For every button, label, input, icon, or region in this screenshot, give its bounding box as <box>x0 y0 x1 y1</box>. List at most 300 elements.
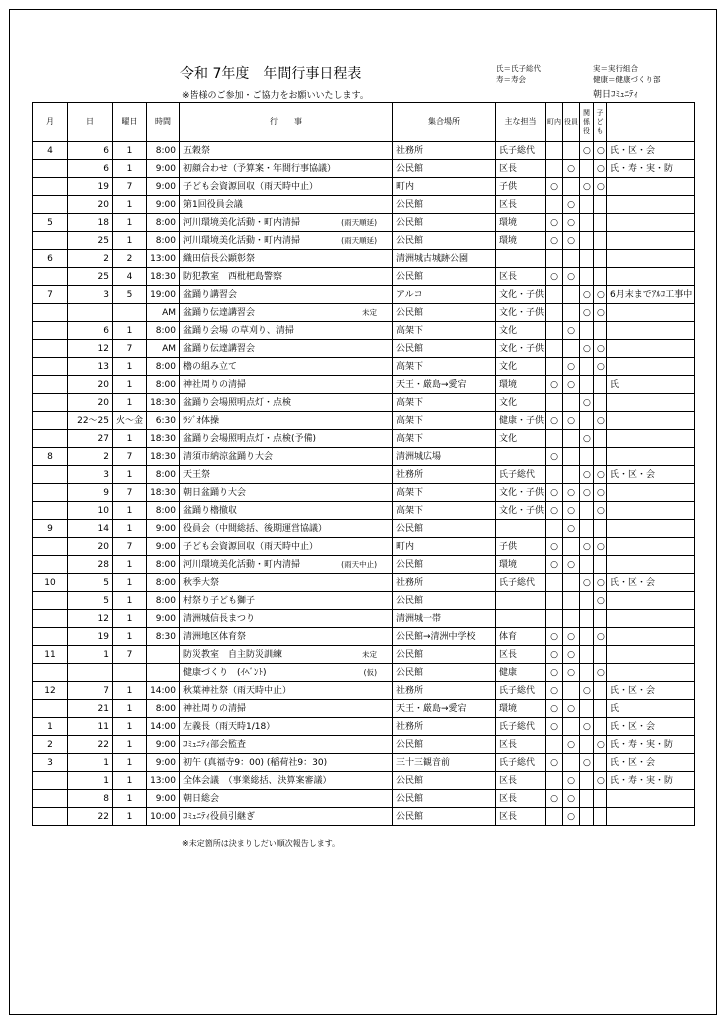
cell-yakuin-mark <box>563 538 580 556</box>
cell-tanto: 区長 <box>496 268 546 286</box>
event-note: (雨天中止) <box>341 559 377 569</box>
cell-kankeiyaku-mark <box>580 214 594 232</box>
cell-groups <box>607 520 695 538</box>
cell-event <box>180 142 393 160</box>
event-note: 未定 <box>362 307 377 317</box>
cell-day: 2 <box>68 448 113 466</box>
event-note <box>377 362 389 372</box>
cell-month: 12 <box>33 682 68 700</box>
cell-kodomo-mark <box>594 790 607 808</box>
event-title: 五穀祭 <box>183 145 211 156</box>
table-row <box>33 520 695 538</box>
cell-kodomo-mark <box>594 610 607 628</box>
event-note <box>377 254 389 264</box>
cell-groups: 氏・区・会 <box>607 718 695 736</box>
cell-kodomo-mark <box>594 196 607 214</box>
cell-yakuin-mark <box>563 394 580 412</box>
cell-month: 1 <box>33 718 68 736</box>
cell-kodomo-mark <box>594 322 607 340</box>
cell-kankeiyaku-mark <box>580 250 594 268</box>
cell-weekday: 7 <box>113 538 147 556</box>
cell-tanto: 氏子総代 <box>496 682 546 700</box>
cell-tanto <box>496 610 546 628</box>
event-title: 子ども会資源回収（雨天時中止） <box>183 181 319 192</box>
cell-time: 13:00 <box>147 772 180 790</box>
cell-place: 高架下 <box>393 358 496 376</box>
event-title: 盆踊り櫓撤収 <box>183 505 238 516</box>
cell-time: 8:00 <box>147 502 180 520</box>
cell-kankeiyaku-mark <box>580 376 594 394</box>
cell-chounai-mark <box>546 610 563 628</box>
cell-yakuin-mark: ○ <box>563 412 580 430</box>
cell-event <box>180 376 393 394</box>
cell-kankeiyaku-mark <box>580 790 594 808</box>
cell-month: 10 <box>33 574 68 592</box>
table-row <box>33 718 695 736</box>
cell-chounai-mark: ○ <box>546 502 563 520</box>
cell-tanto: 氏子総代 <box>496 718 546 736</box>
cell-kodomo-mark <box>594 448 607 466</box>
legend-ujiko: 氏＝氏子総代 <box>496 64 541 73</box>
cell-yakuin-mark: ○ <box>563 214 580 232</box>
cell-event <box>180 286 393 304</box>
cell-time: 10:00 <box>147 808 180 826</box>
footnote: ※未定箇所は決まりしだい順次報告します。 <box>182 839 341 848</box>
cell-weekday: 1 <box>113 466 147 484</box>
event-note <box>377 398 389 408</box>
table-row <box>33 538 695 556</box>
cell-yakuin-mark: ○ <box>563 628 580 646</box>
cell-groups <box>607 196 695 214</box>
cell-tanto: 氏子総代 <box>496 574 546 592</box>
cell-kodomo-mark: ○ <box>594 592 607 610</box>
cell-day: 21 <box>68 700 113 718</box>
cell-chounai-mark: ○ <box>546 232 563 250</box>
cell-day: 25 <box>68 268 113 286</box>
cell-time: 8:00 <box>147 322 180 340</box>
cell-kodomo-mark <box>594 214 607 232</box>
cell-kodomo-mark <box>594 700 607 718</box>
cell-place: 天王・厳島→愛宕 <box>393 700 496 718</box>
cell-chounai-mark: ○ <box>546 484 563 502</box>
cell-yakuin-mark: ○ <box>563 196 580 214</box>
event-note <box>377 740 389 750</box>
cell-place: 社務所 <box>393 574 496 592</box>
cell-tanto: 健康 <box>496 664 546 682</box>
cell-place: 町内 <box>393 538 496 556</box>
cell-event <box>180 340 393 358</box>
table-row <box>33 412 695 430</box>
cell-tanto: 子供 <box>496 538 546 556</box>
col-kankeiyaku: 関係役 <box>580 103 594 142</box>
col-groups <box>607 103 695 142</box>
cell-yakuin-mark <box>563 430 580 448</box>
cell-time: 8:00 <box>147 592 180 610</box>
cell-day: 1 <box>68 754 113 772</box>
cell-day: 3 <box>68 466 113 484</box>
event-title: 第1回役員会議 <box>183 199 243 210</box>
cell-groups: 氏 <box>607 376 695 394</box>
cell-groups <box>607 178 695 196</box>
cell-event <box>180 358 393 376</box>
cell-place: 高架下 <box>393 322 496 340</box>
cell-event <box>180 412 393 430</box>
cell-chounai-mark: ○ <box>546 214 563 232</box>
cell-groups <box>607 502 695 520</box>
cell-tanto: 区長 <box>496 646 546 664</box>
cell-time: 13:00 <box>147 250 180 268</box>
cell-weekday: 1 <box>113 772 147 790</box>
cell-time: 9:00 <box>147 196 180 214</box>
event-title: 天王祭 <box>183 469 211 480</box>
cell-day: 12 <box>68 340 113 358</box>
cell-kankeiyaku-mark <box>580 556 594 574</box>
cell-yakuin-mark: ○ <box>563 520 580 538</box>
cell-groups: 氏・区・会 <box>607 754 695 772</box>
cell-chounai-mark <box>546 250 563 268</box>
table-row <box>33 664 695 682</box>
cell-kankeiyaku-mark: ○ <box>580 394 594 412</box>
cell-month <box>33 430 68 448</box>
cell-groups <box>607 304 695 322</box>
cell-place: 公民館 <box>393 646 496 664</box>
table-row <box>33 178 695 196</box>
cell-tanto: 文化 <box>496 430 546 448</box>
cell-yakuin-mark <box>563 466 580 484</box>
cell-chounai-mark <box>546 574 563 592</box>
table-row <box>33 268 695 286</box>
cell-kankeiyaku-mark <box>580 592 594 610</box>
event-title: 役員会（中間総括、後期運営協議） <box>183 523 328 534</box>
cell-place: 高架下 <box>393 502 496 520</box>
table-row <box>33 232 695 250</box>
cell-kankeiyaku-mark <box>580 628 594 646</box>
col-month: 月 <box>33 103 68 142</box>
cell-month <box>33 358 68 376</box>
table-row <box>33 772 695 790</box>
cell-groups <box>607 412 695 430</box>
cell-event <box>180 646 393 664</box>
cell-event <box>180 268 393 286</box>
table-row <box>33 304 695 322</box>
cell-groups <box>607 448 695 466</box>
table-header-row <box>33 103 695 142</box>
cell-place: 町内 <box>393 178 496 196</box>
event-title: 秋季大祭 <box>183 577 220 588</box>
cell-kankeiyaku-mark <box>580 358 594 376</box>
cell-month <box>33 700 68 718</box>
cell-month <box>33 556 68 574</box>
event-note <box>377 524 389 534</box>
cell-chounai-mark: ○ <box>546 178 563 196</box>
cell-place: 社務所 <box>393 142 496 160</box>
cell-yakuin-mark <box>563 682 580 700</box>
cell-weekday: 1 <box>113 214 147 232</box>
cell-event <box>180 682 393 700</box>
cell-weekday: 1 <box>113 142 147 160</box>
cell-chounai-mark <box>546 322 563 340</box>
table-row <box>33 574 695 592</box>
cell-kankeiyaku-mark <box>580 736 594 754</box>
cell-chounai-mark <box>546 592 563 610</box>
cell-weekday: 7 <box>113 448 147 466</box>
cell-month <box>33 160 68 178</box>
cell-weekday: 1 <box>113 808 147 826</box>
event-note <box>377 722 389 732</box>
cell-groups <box>607 808 695 826</box>
cell-kankeiyaku-mark <box>580 412 594 430</box>
cell-kodomo-mark <box>594 268 607 286</box>
cell-time: 8:00 <box>147 700 180 718</box>
cell-groups <box>607 592 695 610</box>
cell-tanto: 氏子総代 <box>496 142 546 160</box>
cell-yakuin-mark: ○ <box>563 664 580 682</box>
event-note <box>377 704 389 714</box>
cell-kodomo-mark <box>594 376 607 394</box>
cell-weekday: 1 <box>113 322 147 340</box>
cell-day: 28 <box>68 556 113 574</box>
cell-groups: 氏・区・会 <box>607 682 695 700</box>
cell-month <box>33 502 68 520</box>
cell-chounai-mark: ○ <box>546 646 563 664</box>
cell-chounai-mark <box>546 430 563 448</box>
cell-kodomo-mark: ○ <box>594 286 607 304</box>
cell-time: 9:00 <box>147 520 180 538</box>
cell-month: 2 <box>33 736 68 754</box>
cell-groups: 6月末までｱﾙｺ工事中 <box>607 286 695 304</box>
cell-place: 公民館 <box>393 772 496 790</box>
event-title: 子ども会資源回収（雨天時中止） <box>183 541 319 552</box>
cell-tanto: 文化 <box>496 358 546 376</box>
cell-month <box>33 790 68 808</box>
col-time: 時間 <box>147 103 180 142</box>
cell-weekday: 1 <box>113 736 147 754</box>
cell-event <box>180 718 393 736</box>
cell-tanto: 環境 <box>496 214 546 232</box>
cell-tanto <box>496 448 546 466</box>
event-title: 初午 (真福寺9：00) (稲荷社9：30) <box>183 757 328 768</box>
cell-time <box>147 664 180 682</box>
cell-event <box>180 304 393 322</box>
cell-month <box>33 466 68 484</box>
cell-time: 8:00 <box>147 214 180 232</box>
cell-event <box>180 628 393 646</box>
cell-kankeiyaku-mark: ○ <box>580 340 594 358</box>
page-title: 令和 7年度 年間行事日程表 <box>180 66 362 82</box>
cell-weekday: 4 <box>113 268 147 286</box>
cell-tanto: 環境 <box>496 376 546 394</box>
event-note <box>377 686 389 696</box>
cell-chounai-mark: ○ <box>546 664 563 682</box>
cell-yakuin-mark: ○ <box>563 808 580 826</box>
cell-kankeiyaku-mark <box>580 808 594 826</box>
event-note: 未定 <box>362 649 377 659</box>
cell-kankeiyaku-mark <box>580 700 594 718</box>
cell-kodomo-mark <box>594 556 607 574</box>
event-note: (雨天順延) <box>341 235 377 245</box>
cell-place: 公民館 <box>393 304 496 322</box>
cell-kankeiyaku-mark <box>580 664 594 682</box>
table-row <box>33 394 695 412</box>
event-title: 全体会議 （事業総括、決算案審議） <box>183 775 332 786</box>
event-note <box>377 272 389 282</box>
cell-event <box>180 538 393 556</box>
cell-kodomo-mark: ○ <box>594 466 607 484</box>
cell-day: 27 <box>68 430 113 448</box>
event-note <box>377 182 389 192</box>
cell-yakuin-mark: ○ <box>563 376 580 394</box>
event-note <box>377 452 389 462</box>
event-title: 清須市納涼盆踊り大会 <box>183 451 274 462</box>
cell-event <box>180 610 393 628</box>
event-note <box>377 470 389 480</box>
event-title: 盆踊り講習会 <box>183 289 238 300</box>
cell-day: 22～25 <box>68 412 113 430</box>
cell-weekday: 1 <box>113 574 147 592</box>
cell-day: 18 <box>68 214 113 232</box>
event-note <box>377 146 389 156</box>
cell-time: 9:00 <box>147 538 180 556</box>
cell-day: 10 <box>68 502 113 520</box>
cell-groups: 氏 <box>607 700 695 718</box>
table-row <box>33 448 695 466</box>
cell-tanto: 区長 <box>496 808 546 826</box>
cell-day: 1 <box>68 646 113 664</box>
cell-kankeiyaku-mark: ○ <box>580 682 594 700</box>
cell-month: 5 <box>33 214 68 232</box>
event-note <box>377 578 389 588</box>
cell-event <box>180 448 393 466</box>
cell-kodomo-mark: ○ <box>594 160 607 178</box>
cell-yakuin-mark <box>563 142 580 160</box>
cell-kodomo-mark: ○ <box>594 178 607 196</box>
cell-weekday: 5 <box>113 286 147 304</box>
cell-day: 22 <box>68 808 113 826</box>
cell-day: 5 <box>68 574 113 592</box>
cell-time: 18:30 <box>147 268 180 286</box>
cell-kankeiyaku-mark: ○ <box>580 430 594 448</box>
cell-tanto: 文化・子供 <box>496 304 546 322</box>
cell-place: 公民館 <box>393 556 496 574</box>
cell-weekday: 7 <box>113 340 147 358</box>
col-yakuin: 役員 <box>563 103 580 142</box>
cell-month <box>33 592 68 610</box>
event-title: 村祭り子ども獅子 <box>183 595 256 606</box>
cell-tanto: 健康・子供 <box>496 412 546 430</box>
cell-day: 6 <box>68 142 113 160</box>
cell-kodomo-mark <box>594 430 607 448</box>
table-row <box>33 322 695 340</box>
cell-place: 高架下 <box>393 394 496 412</box>
cell-tanto: 区長 <box>496 196 546 214</box>
cell-weekday: 1 <box>113 790 147 808</box>
cell-event <box>180 790 393 808</box>
event-note <box>377 344 389 354</box>
cell-chounai-mark: ○ <box>546 718 563 736</box>
event-title: 左義長（雨天時1/18） <box>183 721 276 732</box>
cell-tanto: 区長 <box>496 790 546 808</box>
cell-weekday: 1 <box>113 430 147 448</box>
cell-place: 公民館 <box>393 214 496 232</box>
table-row <box>33 610 695 628</box>
cell-time: 8:00 <box>147 376 180 394</box>
cell-day <box>68 304 113 322</box>
cell-weekday: 7 <box>113 484 147 502</box>
cell-event <box>180 232 393 250</box>
table-row <box>33 466 695 484</box>
cell-kankeiyaku-mark <box>580 196 594 214</box>
cell-yakuin-mark: ○ <box>563 268 580 286</box>
cell-kodomo-mark <box>594 718 607 736</box>
cell-tanto: 子供 <box>496 178 546 196</box>
cell-time: 18:30 <box>147 448 180 466</box>
cell-groups <box>607 322 695 340</box>
event-title: 健康づくり (ｲﾍﾞﾝﾄ) <box>183 667 267 678</box>
cell-month: 8 <box>33 448 68 466</box>
cell-tanto: 体育 <box>496 628 546 646</box>
cell-event <box>180 520 393 538</box>
event-title: 河川環境美化活動・町内清掃 <box>183 217 301 228</box>
cell-chounai-mark: ○ <box>546 682 563 700</box>
cell-groups: 氏・区・会 <box>607 466 695 484</box>
cell-day: 8 <box>68 790 113 808</box>
cell-place: 公民館 <box>393 196 496 214</box>
cell-kankeiyaku-mark: ○ <box>580 754 594 772</box>
event-title: 盆踊り会場照明点灯・点検 <box>183 397 292 408</box>
cell-place: 社務所 <box>393 718 496 736</box>
cell-weekday: 1 <box>113 592 147 610</box>
cell-day: 20 <box>68 376 113 394</box>
cell-kodomo-mark <box>594 808 607 826</box>
cell-event <box>180 736 393 754</box>
cell-kodomo-mark: ○ <box>594 304 607 322</box>
cell-groups: 氏・区・会 <box>607 142 695 160</box>
cell-month <box>33 178 68 196</box>
cell-day: 2 <box>68 250 113 268</box>
cell-day: 1 <box>68 772 113 790</box>
cell-weekday: 1 <box>113 232 147 250</box>
cell-yakuin-mark <box>563 718 580 736</box>
event-note <box>377 488 389 498</box>
cell-groups <box>607 484 695 502</box>
cell-groups: 氏・寿・実・防 <box>607 160 695 178</box>
cell-kodomo-mark: ○ <box>594 538 607 556</box>
organization-name: 朝日ｺﾐｭﾆﾃｨ <box>593 90 639 100</box>
table-row <box>33 754 695 772</box>
cell-place: 社務所 <box>393 682 496 700</box>
cell-time: 18:30 <box>147 394 180 412</box>
cell-chounai-mark: ○ <box>546 628 563 646</box>
legend-jikkou: 実＝実行組合 <box>593 64 638 73</box>
cell-kankeiyaku-mark: ○ <box>580 718 594 736</box>
cell-yakuin-mark <box>563 340 580 358</box>
legend-kenkou: 健康＝健康づくり部 <box>593 75 661 84</box>
event-title: 櫓の組み立て <box>183 361 238 372</box>
cell-groups <box>607 664 695 682</box>
col-kodomo: 子ども <box>594 103 607 142</box>
cell-day: 12 <box>68 610 113 628</box>
cell-groups <box>607 610 695 628</box>
cell-kodomo-mark <box>594 394 607 412</box>
table-row <box>33 484 695 502</box>
cell-chounai-mark: ○ <box>546 412 563 430</box>
cell-weekday: 7 <box>113 178 147 196</box>
col-day: 日 <box>68 103 113 142</box>
cell-time: 8:00 <box>147 142 180 160</box>
event-note <box>377 416 389 426</box>
cell-place: 公民館 <box>393 790 496 808</box>
cell-day <box>68 664 113 682</box>
